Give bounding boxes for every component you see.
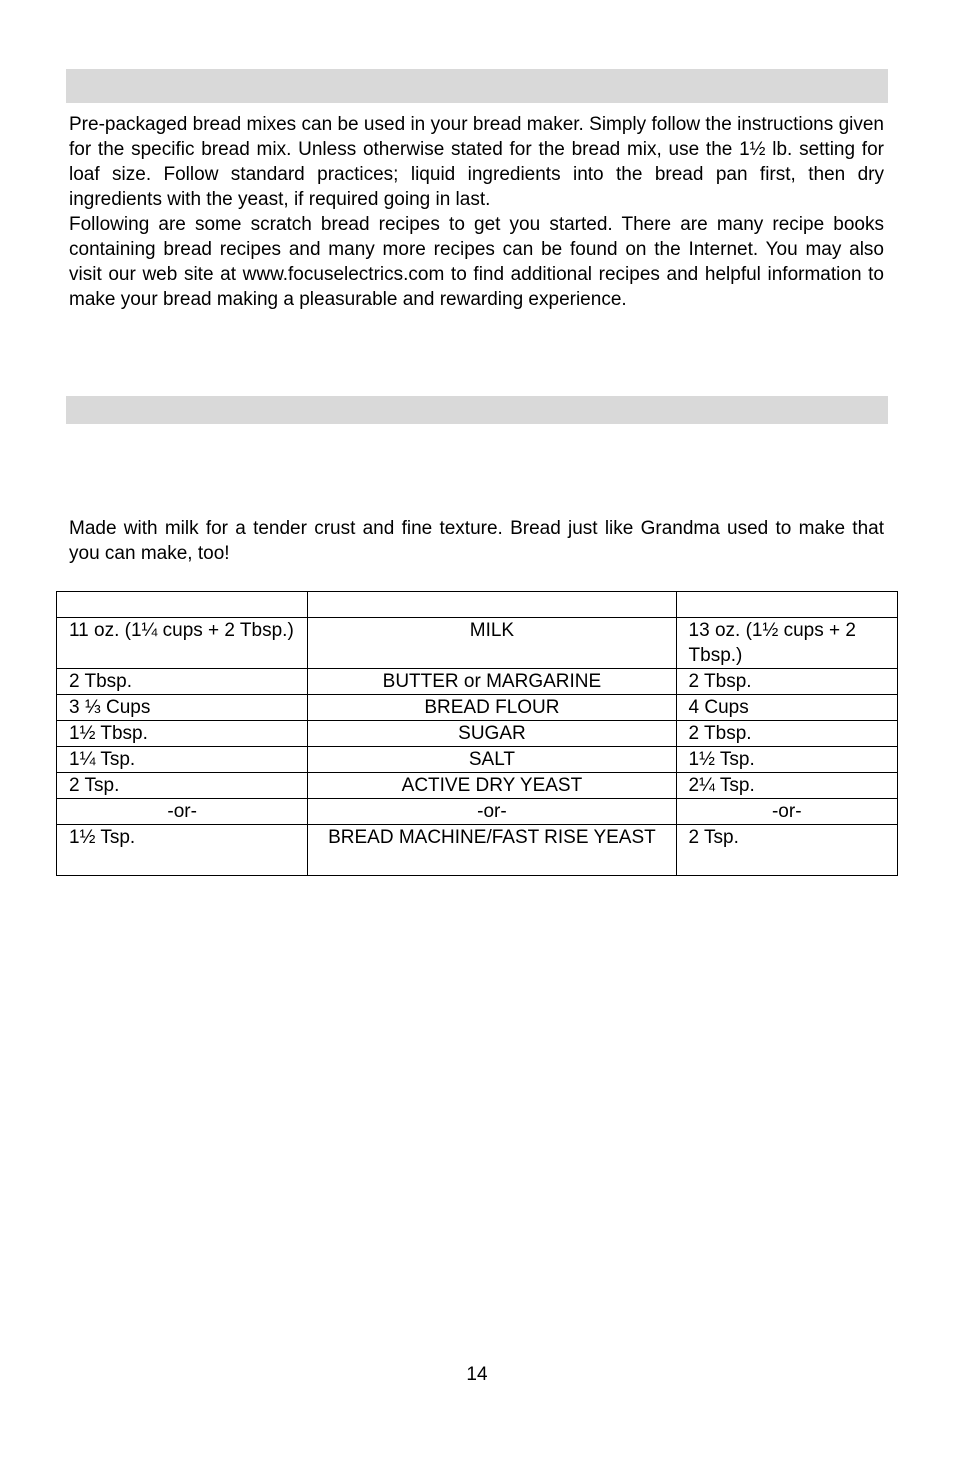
large-loaf-amount: 2 Tbsp. xyxy=(676,669,897,695)
recipe-description: Made with milk for a tender crust and fine texture. Bread just like Grandma used to make that you can make, too! xyxy=(69,518,884,564)
table-row xyxy=(57,618,898,669)
table-row xyxy=(57,825,898,876)
table-row xyxy=(57,669,898,695)
intro-paragraph-recipes: Following are some scratch bread recipes to get you started. There are many recipe books containing bread recipes and many more recipes can be found on the Internet. You may also visit our web site at www.focuselectrics.com to find additional recipes and helpful information to make your bread making a pleasurable and rewarding experience. xyxy=(69,214,884,310)
ingredient-name: BUTTER or MARGARINE xyxy=(308,669,676,695)
ingredient-name: BREAD FLOUR xyxy=(308,695,676,721)
small-loaf-amount: 1¼ Tsp. xyxy=(57,747,308,773)
small-loaf-amount: -or- xyxy=(57,799,308,825)
small-loaf-amount: 1½ Tsp. xyxy=(57,825,308,876)
small-loaf-amount: 11 oz. (1¼ cups + 2 Tbsp.) xyxy=(57,618,308,669)
header-cell xyxy=(57,592,308,618)
large-loaf-amount: 4 Cups xyxy=(676,695,897,721)
large-loaf-amount: 2¼ Tsp. xyxy=(676,773,897,799)
table-row xyxy=(57,747,898,773)
ingredient-name: SUGAR xyxy=(308,721,676,747)
small-loaf-amount: 2 Tsp. xyxy=(57,773,308,799)
small-loaf-amount: 1½ Tbsp. xyxy=(57,721,308,747)
large-loaf-amount: 1½ Tsp. xyxy=(676,747,897,773)
large-loaf-amount: 2 Tbsp. xyxy=(676,721,897,747)
ingredient-name: BREAD MACHINE/FAST RISE YEAST xyxy=(308,825,676,876)
header-cell xyxy=(676,592,897,618)
large-loaf-amount: 13 oz. (1½ cups + 2 Tbsp.) xyxy=(676,618,897,669)
header-cell xyxy=(308,592,676,618)
table-row xyxy=(57,721,898,747)
recipe-header-bar xyxy=(66,396,888,424)
small-loaf-amount: 3 ⅓ Cups xyxy=(57,695,308,721)
table-row-or xyxy=(57,799,898,825)
table-row xyxy=(57,773,898,799)
table-header-row xyxy=(57,592,898,618)
section-header-bar xyxy=(66,69,888,103)
small-loaf-amount: 2 Tbsp. xyxy=(57,669,308,695)
ingredient-name: MILK xyxy=(308,618,676,669)
intro-paragraph: Pre-packaged bread mixes can be used in your bread maker. Simply follow the instructions given for the specific bread mix. Unless otherwise stated for the bread mix, use the 1½ lb. setting for loaf size. Follow standard practices; liquid ingredients into the bread pan first, then dry ingredients with the yeast, if required going in last. xyxy=(69,114,884,210)
large-loaf-amount: -or- xyxy=(676,799,897,825)
ingredients-table xyxy=(56,591,898,876)
ingredient-name: ACTIVE DRY YEAST xyxy=(308,773,676,799)
large-loaf-amount: 2 Tsp. xyxy=(676,825,897,876)
ingredient-name: -or- xyxy=(308,799,676,825)
table-row xyxy=(57,695,898,721)
ingredient-name: SALT xyxy=(308,747,676,773)
page-number: 14 xyxy=(466,1364,488,1385)
